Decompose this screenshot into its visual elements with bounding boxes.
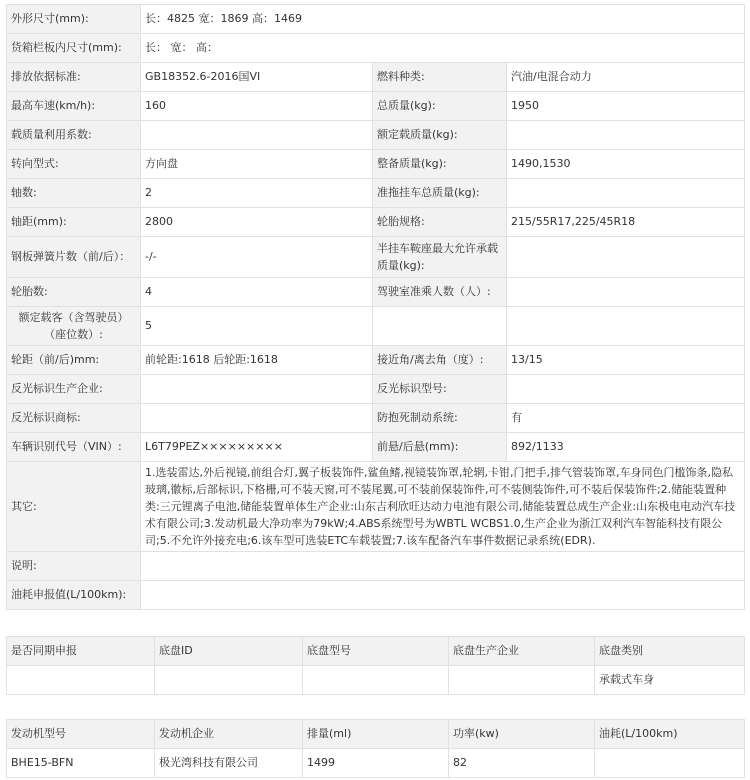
spec-label: 半挂车鞍座最大允许承载质量(kg): [373, 237, 507, 278]
engine-table [6, 719, 745, 778]
spec-value: 892/1133 [507, 433, 745, 462]
chassis-cell [155, 666, 303, 695]
spec-value [507, 179, 745, 208]
chassis-header-row [7, 637, 745, 666]
spec-label: 轮胎规格: [373, 208, 507, 237]
spec-value: 215/55R17,225/45R18 [507, 208, 745, 237]
engine-cell: BHE15-BFN [7, 749, 155, 778]
spec-label: 载质量利用系数: [7, 121, 141, 150]
spec-row [7, 433, 745, 462]
spec-row-dims [7, 5, 745, 34]
spec-label: 转向型式: [7, 150, 141, 179]
engine-cell: 1499 [303, 749, 449, 778]
spec-label: 前悬/后悬(mm): [373, 433, 507, 462]
spec-row [7, 179, 745, 208]
spec-label: 车辆识别代号（VIN）: [7, 433, 141, 462]
spec-label: 额定载客（含驾驶员）（座位数）: [7, 307, 141, 346]
spec-label: 反光标识生产企业: [7, 375, 141, 404]
spec-value: 2800 [141, 208, 373, 237]
spec-row [7, 346, 745, 375]
spec-value: 13/15 [507, 346, 745, 375]
spec-value: 方向盘 [141, 150, 373, 179]
cargo-label: 货箱栏板内尺寸(mm): [7, 34, 141, 63]
spec-row [7, 307, 745, 346]
spec-label: 总质量(kg): [373, 92, 507, 121]
spec-label: 防抱死制动系统: [373, 404, 507, 433]
spec-value: 前轮距:1618 后轮距:1618 [141, 346, 373, 375]
fuel-label: 油耗申报值(L/100km): [7, 581, 141, 610]
engine-header: 排量(ml) [303, 720, 449, 749]
chassis-row [7, 666, 745, 695]
chassis-cell [7, 666, 155, 695]
spec-row [7, 208, 745, 237]
dims-value: 长：4825 宽：1869 高：1469 [141, 5, 745, 34]
spec-label: 轴数: [7, 179, 141, 208]
spec-row [7, 121, 745, 150]
spec-value: 160 [141, 92, 373, 121]
chassis-header: 底盘类别 [595, 637, 745, 666]
spec-value [507, 307, 745, 346]
spec-row [7, 237, 745, 278]
spec-value [141, 404, 373, 433]
spec-row [7, 278, 745, 307]
spec-row-cargo [7, 34, 745, 63]
chassis-header: 底盘型号 [303, 637, 449, 666]
chassis-header: 底盘生产企业 [449, 637, 595, 666]
spec-value [507, 278, 745, 307]
spec-value: 5 [141, 307, 373, 346]
spec-row [7, 375, 745, 404]
fuel-value [141, 581, 745, 610]
chassis-cell: 承载式车身 [595, 666, 745, 695]
spec-value: 1950 [507, 92, 745, 121]
spec-label: 接近角/离去角（度）: [373, 346, 507, 375]
spec-value: GB18352.6-2016国VI [141, 63, 373, 92]
spec-label [373, 307, 507, 346]
spec-label: 最高车速(km/h): [7, 92, 141, 121]
engine-header: 发动机企业 [155, 720, 303, 749]
spec-row [7, 63, 745, 92]
spec-row-other [7, 462, 745, 552]
spec-value: -/- [141, 237, 373, 278]
note-label: 说明: [7, 552, 141, 581]
spec-value: 汽油/电混合动力 [507, 63, 745, 92]
spec-value [507, 237, 745, 278]
engine-row [7, 749, 745, 778]
other-label: 其它: [7, 462, 141, 552]
other-value: 1.选装雷达,外后视镜,前组合灯,翼子板装饰件,鲨鱼鳍,视镜装饰罩,轮辋,卡钳,门把手,排气管装饰罩,车身同色门槛饰条,隐私玻璃,徽标,后部标识,下格栅,可不装天窗,可不装尾翼,可不装前保装饰件,可不装侧装饰件,可不装后保装饰件;2.储能装置种类:三元锂离子电池,储能装置单体生产企业:山东吉利欣旺达动力电池有限公司,储能装置总成生产企业:山东极电电动汽车技术有限公司;3.发动机最大净功率为79kW;4.ABS系统型号为WBTL WCBS1.0,生产企业为浙江双利汽车智能科技有限公司;5.不允许外接充电;6.该车型可选装ETC车载装置;7.该车配备汽车事件数据记录系统(EDR). [141, 462, 745, 552]
engine-cell: 极光湾科技有限公司 [155, 749, 303, 778]
engine-header-row [7, 720, 745, 749]
spec-label: 反光标识商标: [7, 404, 141, 433]
spec-value: 有 [507, 404, 745, 433]
note-value [141, 552, 745, 581]
spec-value [141, 375, 373, 404]
spec-value: L6T79PEZ××××××××× [141, 433, 373, 462]
spec-label: 轴距(mm): [7, 208, 141, 237]
spec-value: 4 [141, 278, 373, 307]
engine-cell [595, 749, 745, 778]
spec-label: 额定载质量(kg): [373, 121, 507, 150]
chassis-cell [449, 666, 595, 695]
spec-label: 反光标识型号: [373, 375, 507, 404]
cargo-value: 长： 宽： 高： [141, 34, 745, 63]
spec-row-fuel [7, 581, 745, 610]
spec-value: 1490,1530 [507, 150, 745, 179]
spec-value: 2 [141, 179, 373, 208]
spec-row [7, 404, 745, 433]
spec-value [507, 121, 745, 150]
spec-label: 整备质量(kg): [373, 150, 507, 179]
engine-header: 油耗(L/100km) [595, 720, 745, 749]
spec-label: 燃料种类: [373, 63, 507, 92]
spec-row-note [7, 552, 745, 581]
spec-label: 钢板弹簧片数（前/后）： [7, 237, 141, 278]
engine-cell: 82 [449, 749, 595, 778]
spec-label: 轮距（前/后)mm: [7, 346, 141, 375]
spec-table [6, 4, 745, 610]
chassis-table [6, 636, 745, 695]
dims-label: 外形尺寸(mm): [7, 5, 141, 34]
spec-label: 准拖挂车总质量(kg): [373, 179, 507, 208]
spec-label: 驾驶室准乘人数（人）: [373, 278, 507, 307]
spec-value [141, 121, 373, 150]
spec-label: 排放依据标准: [7, 63, 141, 92]
spec-value [507, 375, 745, 404]
chassis-header: 是否同期申报 [7, 637, 155, 666]
chassis-header: 底盘ID [155, 637, 303, 666]
engine-header: 功率(kw) [449, 720, 595, 749]
spec-row [7, 150, 745, 179]
spec-label: 轮胎数: [7, 278, 141, 307]
chassis-cell [303, 666, 449, 695]
spec-row [7, 92, 745, 121]
engine-header: 发动机型号 [7, 720, 155, 749]
